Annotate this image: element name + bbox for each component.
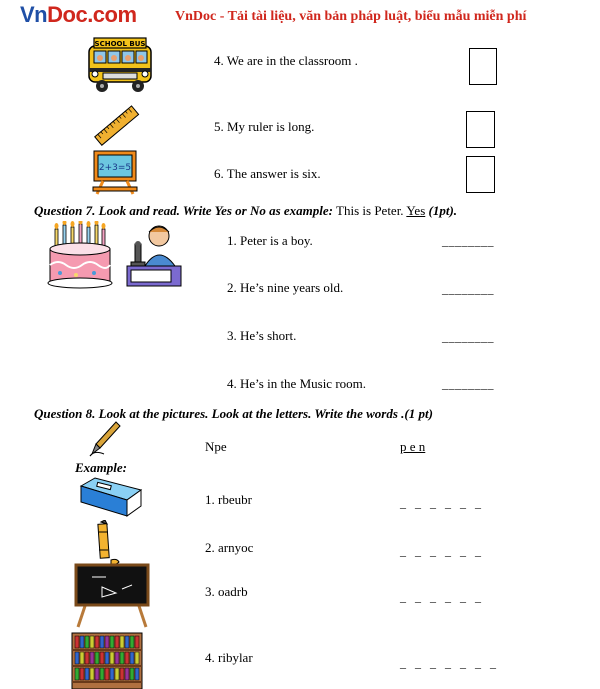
q7-heading: [34, 203, 457, 219]
ruler-icon: [93, 102, 141, 150]
q7-title: Question 7. Look and read. Write Yes or No as example:: [34, 203, 334, 218]
logo-com-text: .com: [87, 2, 137, 27]
answer-box-4[interactable]: [469, 48, 497, 85]
answer-box-5[interactable]: [466, 111, 495, 148]
fountain-pen-icon: [88, 420, 122, 458]
eraser-icon: [75, 476, 145, 520]
school-bus-icon: [85, 36, 155, 94]
statement-5: 5. My ruler is long.: [214, 119, 315, 134]
boy-microscope-icon: [125, 222, 183, 288]
library-bookshelf-icon: [70, 631, 144, 689]
statement-6: 6. The answer is six.: [214, 166, 321, 181]
q8-blank-1[interactable]: _ _ _ _ _ _: [400, 496, 484, 510]
math-board-icon: [91, 149, 139, 195]
q8-title: Question 8. Look at the pictures. Look at the letters. Write the words .(1 pt): [34, 406, 433, 421]
statement-4: 4. We are in the classroom .: [214, 53, 358, 68]
q8-blank-4[interactable]: _ _ _ _ _ _ _: [400, 656, 499, 670]
q7-blank-3[interactable]: ________: [442, 330, 494, 344]
board-math-text: 2+3=5: [98, 163, 132, 173]
q8-example-word: Npe: [205, 439, 227, 454]
header-tagline: VnDoc - Tải tài liệu, văn bản pháp luật, biểu mẫu miễn phí: [175, 9, 527, 24]
logo-doc-text: Doc: [47, 2, 88, 27]
q7-statement-4: 4. He’s in the Music room.: [227, 376, 367, 391]
q8-item-3: 3. oadrb: [205, 584, 248, 599]
q7-example-answer: Yes: [406, 203, 426, 218]
q7-statement-3: 3. He’s short.: [227, 328, 297, 343]
blackboard-icon: [72, 563, 152, 629]
logo-vn-text: Vn: [20, 2, 48, 27]
q8-item-2: 2. arnyoc: [205, 540, 254, 555]
crayon-icon: [93, 520, 123, 568]
bus-label: SCHOOL BUS: [94, 40, 146, 48]
q8-item-1: 1. rbeubr: [205, 492, 252, 507]
birthday-cake-icon: [46, 221, 114, 291]
q7-statement-2: 2. He’s nine years old.: [227, 280, 344, 295]
q8-item-4: 4. ribylar: [205, 650, 253, 665]
q8-example-answer: p e n: [400, 439, 426, 454]
q8-blank-3[interactable]: _ _ _ _ _ _: [400, 590, 484, 604]
q7-example-text: This is Peter.: [336, 203, 404, 218]
q7-points: (1pt).: [428, 203, 458, 218]
q7-blank-4[interactable]: ________: [442, 377, 494, 391]
answer-box-6[interactable]: [466, 156, 495, 193]
q7-blank-2[interactable]: ________: [442, 282, 494, 296]
q8-example-label: Example:: [75, 460, 127, 475]
q7-blank-1[interactable]: ________: [442, 234, 494, 248]
q8-blank-2[interactable]: _ _ _ _ _ _: [400, 544, 484, 558]
vndoc-logo[interactable]: [20, 2, 137, 28]
q7-statement-1: 1. Peter is a boy.: [227, 233, 313, 248]
